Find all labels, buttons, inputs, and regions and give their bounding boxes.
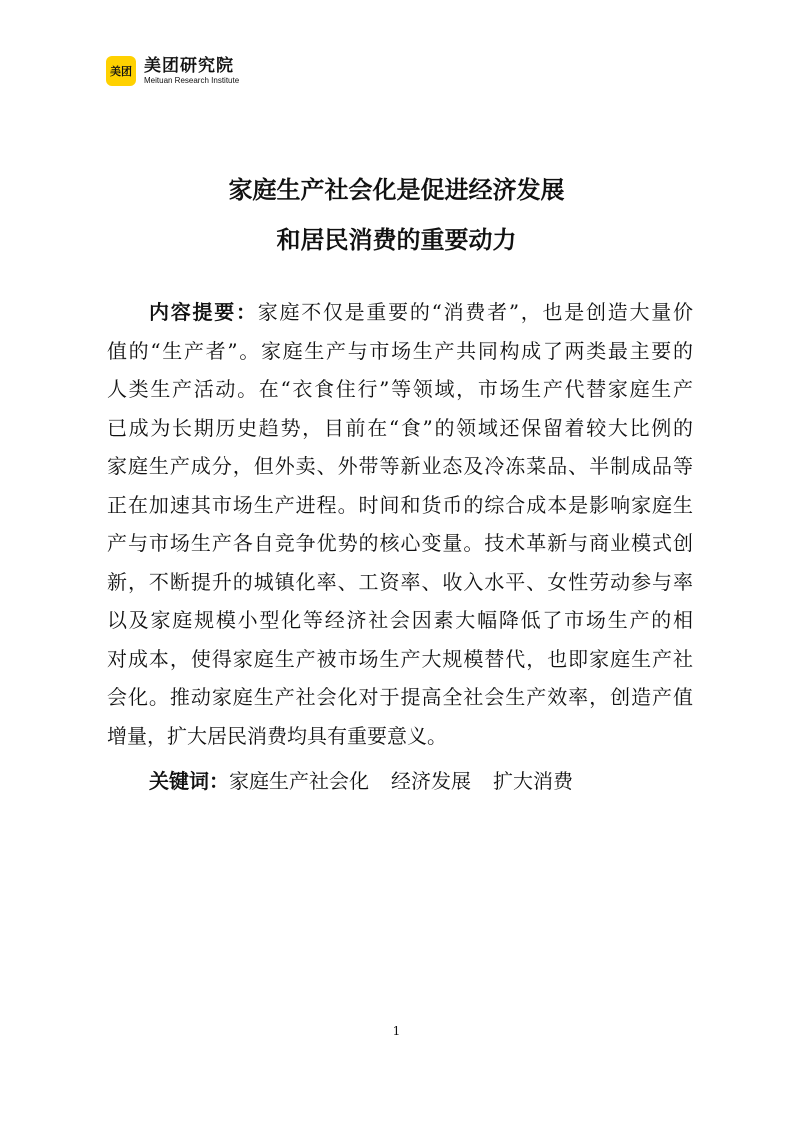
abstract: [107, 299, 693, 761]
abstract-label: 内容提要：: [149, 300, 258, 324]
logo-name-en: Meituan Research Institute: [144, 75, 240, 85]
abstract-line: 产与市场生产各自竞争优势的核心变量。技术革新与商业模式创: [107, 531, 693, 555]
abstract-line: 对成本，使得家庭生产被市场生产大规模替代，也即家庭生产社: [107, 646, 693, 671]
keywords-label: 关键词：: [149, 769, 229, 793]
meituan-research-logo: [106, 56, 239, 86]
abstract-line: 正在加速其市场生产进程。时间和货币的综合成本是影响家庭生: [107, 492, 693, 517]
abstract-line: 家庭生产成分，但外卖、外带等新业态及冷冻菜品、半制成品等: [107, 454, 693, 478]
keyword: 扩大消费: [493, 769, 573, 793]
abstract-line: 人类生产活动。在“衣食住行”等领域，市场生产代替家庭生产: [107, 377, 693, 401]
logo-badge: 美团: [106, 56, 136, 86]
keywords: [149, 768, 573, 795]
abstract-line: 会化。推动家庭生产社会化对于提高全社会生产效率，创造产值: [107, 685, 693, 709]
page-number: 1: [392, 1024, 401, 1038]
abstract-line: 值的“生产者”。家庭生产与市场生产共同构成了两类最主要的: [107, 338, 693, 363]
abstract-line: 已成为长期历史趋势，目前在“食”的领域还保留着较大比例的: [107, 415, 693, 440]
keyword: 经济发展: [391, 769, 471, 793]
page-title-line-1: 家庭生产社会化是促进经济发展: [228, 176, 565, 204]
abstract-line: 内容提要：家庭不仅是重要的“消费者”，也是创造大量价: [149, 300, 693, 324]
logo-name-cn: 美团研究院: [144, 55, 234, 76]
abstract-line: 增量，扩大居民消费均具有重要意义。: [107, 723, 447, 748]
keyword: 家庭生产社会化: [229, 769, 369, 793]
abstract-line: 以及家庭规模小型化等经济社会因素大幅降低了市场生产的相: [107, 608, 693, 632]
page-title-line-2: 和居民消费的重要动力: [276, 226, 517, 254]
abstract-line: 新，不断提升的城镇化率、工资率、收入水平、女性劳动参与率: [107, 569, 693, 594]
